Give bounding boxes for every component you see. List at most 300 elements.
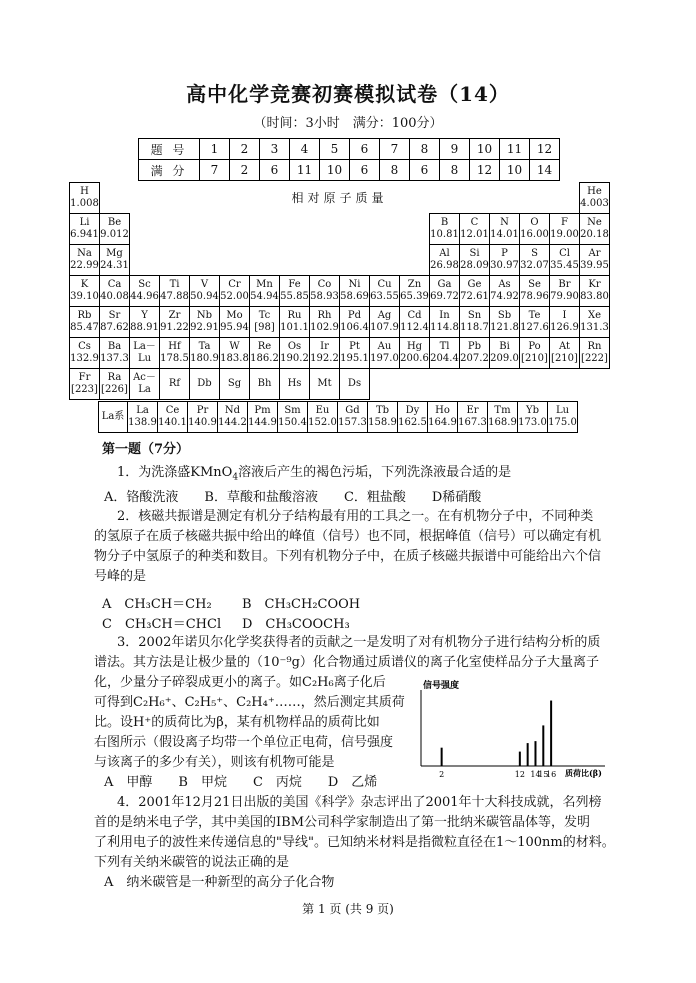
lanthanide-table xyxy=(98,401,578,433)
q1-stem: 1．为洗涤盛KMnO xyxy=(117,465,233,480)
q3-line: 化，少量分子碎裂成更小的离子。如C₂H₆离子化后 xyxy=(94,675,386,690)
element-symbol: Br xyxy=(558,279,571,290)
element-symbol: S xyxy=(531,248,538,259)
periodic-gap xyxy=(370,369,610,400)
element-mass: 112.4 xyxy=(400,322,429,333)
element-mass: 190.2 xyxy=(280,353,309,364)
element-cell xyxy=(100,307,130,338)
element-symbol: Sb xyxy=(497,310,512,321)
element-cell xyxy=(250,307,280,338)
mass-spectrum-chart xyxy=(395,676,617,782)
periodic-row xyxy=(70,183,610,214)
question-number-cell: 8 xyxy=(410,139,440,160)
question-number-cell: 12 xyxy=(530,139,560,160)
element-mass: 95.94 xyxy=(220,322,249,333)
section-title: 第一题（7分） xyxy=(102,442,190,457)
periodic-row xyxy=(70,307,610,338)
element-symbol: Mo xyxy=(226,310,243,321)
element-symbol: Zr xyxy=(168,310,181,321)
element-cell xyxy=(550,338,580,369)
element-cell xyxy=(160,307,190,338)
element-mass: 52.00 xyxy=(220,291,249,302)
element-cell xyxy=(100,369,130,400)
page-title: 高中化学竞赛初赛模拟试卷（14） xyxy=(186,82,510,106)
element-mass: 24.31 xyxy=(100,260,129,271)
element-symbol: Rf xyxy=(168,378,181,389)
element-cell xyxy=(190,369,220,400)
element-cell xyxy=(130,307,160,338)
element-cell xyxy=(190,338,220,369)
element-cell xyxy=(308,402,338,433)
spectrum-bar xyxy=(441,748,443,766)
element-mass: 131.3 xyxy=(580,322,609,333)
element-cell xyxy=(520,338,550,369)
y-axis-label: 信号强度 xyxy=(423,681,460,691)
element-symbol: Ca xyxy=(107,279,122,290)
score-header-label: 题 号 xyxy=(139,139,200,160)
element-mass: 121.8 xyxy=(490,322,519,333)
element-symbol: Pb xyxy=(467,341,482,352)
question-points-cell: 2 xyxy=(230,160,260,181)
element-mass: 16.00 xyxy=(520,229,549,240)
element-cell xyxy=(128,402,158,433)
spectrum-bar xyxy=(542,725,544,766)
element-cell xyxy=(130,369,160,400)
element-cell xyxy=(430,214,460,245)
q3-line: 谱法。其方法是让极少量的（10⁻⁹g）化合物通过质谱仪的离子化室使样品分子大量离子 xyxy=(94,655,599,670)
element-symbol: At xyxy=(558,341,571,352)
element-symbol: Ni xyxy=(348,279,361,290)
element-symbol: Bh xyxy=(257,378,272,389)
element-cell xyxy=(370,307,400,338)
element-symbol: Ds xyxy=(347,378,362,389)
element-cell xyxy=(490,245,520,276)
question-number-cell: 7 xyxy=(380,139,410,160)
q2-option-a: A CH₃CH＝CH₂ xyxy=(102,597,212,612)
element-cell xyxy=(280,338,310,369)
element-mass: [210] xyxy=(551,353,578,364)
element-cell xyxy=(280,369,310,400)
element-cell xyxy=(310,276,340,307)
element-symbol: Mg xyxy=(106,248,123,259)
element-symbol: In xyxy=(439,310,450,321)
element-cell xyxy=(130,338,160,369)
x-tick-label: 2 xyxy=(439,770,445,779)
element-mass: 164.9 xyxy=(428,417,457,428)
element-symbol: Cu xyxy=(377,279,392,290)
element-symbol: Er xyxy=(466,405,479,416)
element-cell xyxy=(310,338,340,369)
element-symbol: Nd xyxy=(224,405,241,416)
q2-option-b: B CH₃CH₂COOH xyxy=(242,597,361,612)
element-cell xyxy=(520,245,550,276)
element-symbol: Ti xyxy=(169,279,180,290)
spectrum-bar xyxy=(527,743,529,766)
element-mass: 150.4 xyxy=(278,417,307,428)
element-mass: 22.99 xyxy=(70,260,99,271)
element-cell xyxy=(218,402,248,433)
element-cell xyxy=(548,402,578,433)
x-tick-label: 15 xyxy=(538,770,549,779)
element-cell xyxy=(398,402,428,433)
element-mass: 58.69 xyxy=(340,291,369,302)
element-cell xyxy=(70,276,100,307)
question-points-cell: 6 xyxy=(260,160,290,181)
element-cell xyxy=(490,338,520,369)
element-symbol: Tb xyxy=(375,405,390,416)
element-mass: 144.2 xyxy=(218,417,247,428)
element-cell xyxy=(70,183,100,214)
q4-line: 4．2001年12月21日出版的美国《科学》杂志评出了2001年十大科技成就，名列榜 xyxy=(117,795,602,810)
periodic-row xyxy=(70,369,610,400)
element-cell xyxy=(310,307,340,338)
element-cell xyxy=(520,307,550,338)
element-symbol: C xyxy=(470,217,479,228)
element-cell xyxy=(460,338,490,369)
element-cell xyxy=(460,276,490,307)
element-cell xyxy=(400,338,430,369)
element-mass: 209.0 xyxy=(490,353,519,364)
element-mass: 195.1 xyxy=(340,353,369,364)
element-symbol: Sm xyxy=(284,405,301,416)
element-mass: 157.3 xyxy=(338,417,367,428)
score-points-label: 满 分 xyxy=(139,160,200,181)
question-number-cell: 11 xyxy=(500,139,530,160)
element-symbol: H xyxy=(80,186,89,197)
element-mass: 180.9 xyxy=(190,353,219,364)
element-symbol: As xyxy=(498,279,511,290)
q4-line: 下列有关纳米碳管的说法正确的是 xyxy=(94,855,290,870)
element-mass: 107.9 xyxy=(370,322,399,333)
question-points-cell: 8 xyxy=(440,160,470,181)
element-cell xyxy=(190,276,220,307)
periodic-table-heading: 相对原子质量 xyxy=(291,190,388,205)
periodic-row xyxy=(70,245,610,276)
q4-line: 首的是纳米电子学，其中美国的IBM公司科学家制造出了第一批纳米碳管晶体等，发明 xyxy=(94,815,591,830)
q1-stem-tail: 溶液后产生的褐色污垢，下列洗涤液最合适的是 xyxy=(238,465,512,480)
q1-options: A．铬酸洗液 B．草酸和盐酸溶液 C．粗盐酸 D稀硝酸 xyxy=(104,489,482,505)
element-symbol: Ne xyxy=(587,217,602,228)
element-cell xyxy=(70,307,100,338)
question-points-cell: 10 xyxy=(500,160,530,181)
element-cell xyxy=(430,307,460,338)
element-cell xyxy=(250,369,280,400)
element-cell xyxy=(160,338,190,369)
element-mass: 200.6 xyxy=(400,353,429,364)
element-symbol: Sr xyxy=(108,310,121,321)
element-mass: 19.00 xyxy=(550,229,579,240)
element-mass: 6.941 xyxy=(70,229,99,240)
element-mass: La xyxy=(138,384,151,395)
element-symbol: O xyxy=(530,217,539,228)
element-mass: 32.07 xyxy=(520,260,549,271)
element-mass: 58.93 xyxy=(310,291,339,302)
page-footer: 第 1 页 (共 9 页) xyxy=(302,902,394,916)
periodic-row xyxy=(70,214,610,245)
element-mass: 102.9 xyxy=(310,322,339,333)
element-cell xyxy=(338,402,368,433)
element-cell xyxy=(488,402,518,433)
element-symbol: F xyxy=(561,217,568,228)
spectrum-bar xyxy=(519,752,521,766)
element-mass: 65.39 xyxy=(400,291,429,302)
element-symbol: Ce xyxy=(165,405,180,416)
element-mass: 55.85 xyxy=(280,291,309,302)
element-symbol: Tc xyxy=(258,310,271,321)
element-symbol: Cl xyxy=(559,248,570,259)
element-symbol: Si xyxy=(469,248,480,259)
element-mass: 207.2 xyxy=(460,353,489,364)
element-mass: 87.62 xyxy=(100,322,129,333)
element-mass: 47.88 xyxy=(160,291,189,302)
element-symbol: K xyxy=(80,279,89,290)
element-cell xyxy=(550,276,580,307)
question-number-cell: 10 xyxy=(470,139,500,160)
element-symbol: Cd xyxy=(407,310,422,321)
question-points-cell: 10 xyxy=(320,160,350,181)
element-symbol: I xyxy=(562,310,567,321)
element-cell xyxy=(220,369,250,400)
element-symbol: Rb xyxy=(77,310,92,321)
element-symbol: Fe xyxy=(288,279,301,290)
element-cell xyxy=(310,369,340,400)
element-cell xyxy=(428,402,458,433)
element-symbol: Pr xyxy=(196,405,209,416)
element-mass: 138.9 xyxy=(128,417,157,428)
element-mass: 85.47 xyxy=(70,322,99,333)
element-symbol: Os xyxy=(287,341,302,352)
element-mass: 144.9 xyxy=(248,417,277,428)
element-mass: 183.8 xyxy=(220,353,249,364)
element-mass: 101.1 xyxy=(280,322,309,333)
question-number-cell: 4 xyxy=(290,139,320,160)
element-mass: 10.81 xyxy=(430,229,459,240)
element-symbol: Li xyxy=(79,217,90,228)
element-mass: 114.8 xyxy=(430,322,459,333)
element-mass: 20.18 xyxy=(580,229,609,240)
spectrum-bar xyxy=(534,741,536,766)
element-symbol: Mt xyxy=(317,378,332,389)
x-tick-label: 12 xyxy=(514,770,525,779)
element-cell xyxy=(370,338,400,369)
element-mass: 168.9 xyxy=(488,417,517,428)
element-cell xyxy=(490,276,520,307)
element-mass: 92.91 xyxy=(190,322,219,333)
element-symbol: Nb xyxy=(196,310,213,321)
element-symbol: Rn xyxy=(587,341,602,352)
element-mass: 118.7 xyxy=(460,322,489,333)
element-mass: 178.5 xyxy=(160,353,189,364)
element-cell xyxy=(550,214,580,245)
question-points-cell: 14 xyxy=(530,160,560,181)
element-symbol: He xyxy=(587,186,602,197)
element-cell xyxy=(430,276,460,307)
element-mass: 162.5 xyxy=(398,417,427,428)
element-cell xyxy=(430,245,460,276)
element-symbol: Ho xyxy=(435,405,450,416)
element-mass: 72.61 xyxy=(460,291,489,302)
element-cell xyxy=(580,276,610,307)
element-mass: 140.1 xyxy=(158,417,187,428)
element-cell xyxy=(460,307,490,338)
element-cell xyxy=(580,307,610,338)
element-cell xyxy=(160,276,190,307)
element-mass: 50.94 xyxy=(190,291,219,302)
element-symbol: Ba xyxy=(107,341,122,352)
element-mass: [98] xyxy=(254,322,275,333)
q3-options: A 甲醇 B 甲烷 C 丙烷 D 乙烯 xyxy=(104,775,378,790)
element-cell xyxy=(460,214,490,245)
element-symbol: Yb xyxy=(525,405,539,416)
element-symbol: Mn xyxy=(256,279,273,290)
element-symbol: N xyxy=(500,217,509,228)
element-symbol: Gd xyxy=(345,405,360,416)
element-cell xyxy=(340,276,370,307)
element-cell xyxy=(490,214,520,245)
element-symbol: W xyxy=(229,341,240,352)
q3-line: 右图所示（假设离子均带一个单位正电荷，信号强度 xyxy=(94,735,394,750)
question-number-cell: 9 xyxy=(440,139,470,160)
element-symbol: Hg xyxy=(406,341,423,352)
score-table xyxy=(138,138,560,181)
element-mass: 106.4 xyxy=(340,322,369,333)
element-symbol: Po xyxy=(528,341,541,352)
element-mass: 197.0 xyxy=(370,353,399,364)
element-symbol: B xyxy=(440,217,449,228)
element-symbol: Ge xyxy=(467,279,482,290)
element-cell xyxy=(580,183,610,214)
element-cell xyxy=(580,245,610,276)
element-symbol: Pd xyxy=(347,310,362,321)
q2-line: 的氢原子在质子核磁共振中给出的峰值（信号）也不同，根据峰值（信号）可以确定有机 xyxy=(94,529,602,544)
element-symbol: Y xyxy=(141,310,148,321)
element-mass: 158.9 xyxy=(368,417,397,428)
element-symbol: Zn xyxy=(407,279,422,290)
element-symbol: Ru xyxy=(287,310,302,321)
spectrum-bar xyxy=(550,701,552,766)
element-mass: 152.0 xyxy=(308,417,337,428)
element-symbol: Co xyxy=(317,279,332,290)
element-symbol: Bi xyxy=(499,341,510,352)
element-cell xyxy=(518,402,548,433)
periodic-gap xyxy=(130,214,430,245)
score-row-numbers xyxy=(139,139,560,160)
element-mass: 35.45 xyxy=(550,260,579,271)
element-symbol: Ra xyxy=(107,372,122,383)
element-symbol: Cr xyxy=(228,279,241,290)
question-number-cell: 5 xyxy=(320,139,350,160)
element-mass: 83.80 xyxy=(580,291,609,302)
q3-line: 比。设H⁺的质荷比为β，某有机物样品的质荷比如 xyxy=(94,715,380,730)
element-symbol: Sg xyxy=(227,378,242,389)
question-4 xyxy=(94,793,622,893)
question-2 xyxy=(94,507,622,635)
question-1 xyxy=(102,463,622,508)
element-cell xyxy=(70,338,100,369)
question-points-cell: 6 xyxy=(350,160,380,181)
element-symbol: Hs xyxy=(287,378,302,389)
element-mass: 192.2 xyxy=(310,353,339,364)
element-symbol: Pm xyxy=(254,405,271,416)
element-cell xyxy=(248,402,278,433)
element-mass: 204.4 xyxy=(430,353,459,364)
element-mass: 1.008 xyxy=(70,198,99,209)
element-mass: 78.96 xyxy=(520,291,549,302)
element-symbol: La xyxy=(136,405,149,416)
question-points-cell: 6 xyxy=(410,160,440,181)
element-cell xyxy=(280,276,310,307)
element-symbol: Re xyxy=(257,341,272,352)
q2-line: 2．核磁共振谱是测定有机分子结构最有用的工具之一。在有机物分子中，不同种类 xyxy=(117,509,594,524)
element-cell xyxy=(430,338,460,369)
element-symbol: Fr xyxy=(78,372,91,383)
element-mass: 12.01 xyxy=(460,229,489,240)
element-mass: [210] xyxy=(521,353,548,364)
element-symbol: Au xyxy=(377,341,392,352)
element-mass: 69.72 xyxy=(430,291,459,302)
element-cell xyxy=(130,276,160,307)
element-symbol: Ag xyxy=(377,310,392,321)
q3-line: 与该离子的多少有关），则该有机物可能是 xyxy=(94,755,335,770)
element-mass: 26.98 xyxy=(430,260,459,271)
element-mass: 44.96 xyxy=(130,291,159,302)
element-symbol: V xyxy=(200,279,209,290)
periodic-gap xyxy=(130,245,430,276)
element-cell xyxy=(280,307,310,338)
element-symbol: Ir xyxy=(320,341,329,352)
element-cell xyxy=(70,245,100,276)
element-cell xyxy=(158,402,188,433)
element-cell xyxy=(100,276,130,307)
element-symbol: Xe xyxy=(587,310,602,321)
element-symbol: Db xyxy=(197,378,212,389)
element-cell xyxy=(188,402,218,433)
element-cell xyxy=(70,369,100,400)
element-cell xyxy=(340,307,370,338)
element-mass: 186.2 xyxy=(250,353,279,364)
element-symbol: Rh xyxy=(317,310,332,321)
element-mass: [223] xyxy=(71,384,98,395)
q3-line: 3．2002年诺贝尔化学奖获得者的贡献之一是发明了对有机物分子进行结构分析的质 xyxy=(117,635,601,650)
element-mass: 9.012 xyxy=(100,229,129,240)
element-symbol: Ga xyxy=(437,279,452,290)
element-symbol: Ta xyxy=(198,341,211,352)
element-mass: 30.97 xyxy=(490,260,519,271)
element-symbol: La－ xyxy=(133,341,156,352)
question-number-cell: 3 xyxy=(260,139,290,160)
element-mass: 88.91 xyxy=(130,322,159,333)
element-cell xyxy=(400,307,430,338)
exam-info: （时间：3小时 满分：100分） xyxy=(253,116,443,131)
element-symbol: Pt xyxy=(349,341,360,352)
element-symbol: P xyxy=(501,248,508,259)
element-cell xyxy=(250,276,280,307)
element-cell xyxy=(220,307,250,338)
element-symbol: Tm xyxy=(494,405,511,416)
element-mass: [226] xyxy=(101,384,128,395)
element-mass: 132.9 xyxy=(70,353,99,364)
q2-line: 号峰的是 xyxy=(94,569,147,584)
element-mass: 127.6 xyxy=(520,322,549,333)
periodic-row xyxy=(70,338,610,369)
element-cell xyxy=(460,245,490,276)
element-symbol: Tl xyxy=(439,341,450,352)
q2-line: 物分子中氢原子的种类和数目。下列有机物分子中，在质子核磁共振谱中可能给出六个信 xyxy=(94,549,602,564)
element-symbol: Ac－ xyxy=(133,372,156,383)
element-mass: 4.003 xyxy=(580,198,609,209)
element-cell xyxy=(100,245,130,276)
element-cell xyxy=(160,369,190,400)
